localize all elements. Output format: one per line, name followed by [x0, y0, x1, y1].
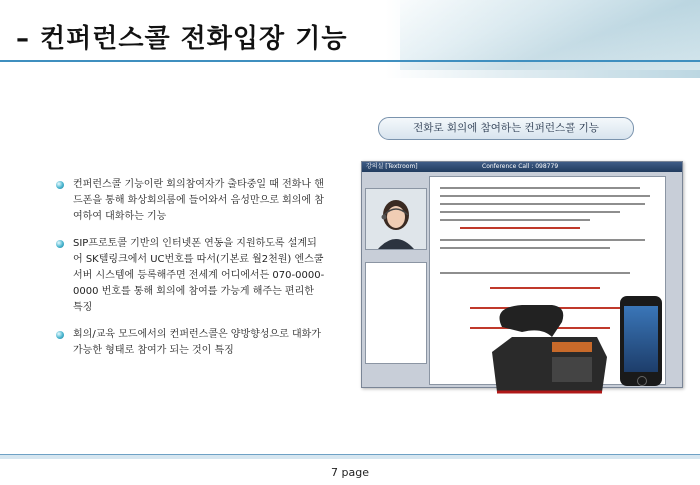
bullet-dot-icon	[56, 331, 64, 339]
bullet-item	[56, 236, 326, 316]
smartphone-screen	[624, 306, 658, 372]
app-window-title: Conference Call : 098779	[482, 163, 559, 170]
smartphone-image	[620, 296, 662, 386]
app-label: 강의실 [Textroom]	[366, 163, 418, 170]
app-window-titlebar	[362, 162, 682, 172]
handwritten-annotation	[460, 227, 580, 229]
footer-bar	[0, 455, 700, 459]
bullet-item	[56, 327, 326, 359]
chat-panel	[365, 262, 427, 364]
webcam-video-image	[365, 188, 427, 250]
text-line	[440, 203, 645, 205]
bullet-dot-icon	[56, 240, 64, 248]
slide-title: – 컨퍼런스콜 전화입장 기능	[16, 24, 348, 54]
bullet-item	[56, 177, 326, 225]
home-button-icon	[637, 376, 647, 386]
participant-avatar	[366, 189, 426, 249]
text-line	[440, 247, 610, 249]
bullet-text: 회의/교육 모드에서의 컨퍼런스콜은 양방향성으로 대화가 가능한 형태로 참여가 되는 것이 특징	[73, 329, 321, 356]
section-label: 전화로 회의에 참여하는 컨퍼런스콜 기능	[378, 117, 634, 140]
header-divider	[0, 60, 700, 62]
text-line	[440, 187, 640, 189]
handwritten-annotation	[490, 287, 600, 289]
text-line	[440, 219, 590, 221]
bullet-text: SIP프로토콜 기반의 인터넷폰 연동을 지원하도록 설계되어 SK텔링크에서 UC번호를 따서(기본료 월2천원) 엔스쿨 서버 시스템에 등록해주면 전세계 어디에서든 070-0000-0000 번호를 통해 회의에 참여를 가능게 해주는 편리한 특징	[73, 238, 325, 313]
page-number: 7 page	[331, 466, 369, 479]
text-line	[440, 239, 645, 241]
bullet-text: 컨퍼런스콜 기능이란 회의참여자가 출타중일 때 전화나 핸드폰을 통해 화상회의룸에 들어와서 음성만으로 회의에 참여하여 대화하는 기능	[73, 179, 324, 222]
text-line	[440, 272, 630, 274]
text-line	[440, 195, 650, 197]
slide-header	[0, 0, 700, 78]
bullet-list	[56, 177, 326, 370]
desk-phone-image	[482, 297, 612, 397]
bullet-dot-icon	[56, 181, 64, 189]
text-line	[440, 211, 620, 213]
